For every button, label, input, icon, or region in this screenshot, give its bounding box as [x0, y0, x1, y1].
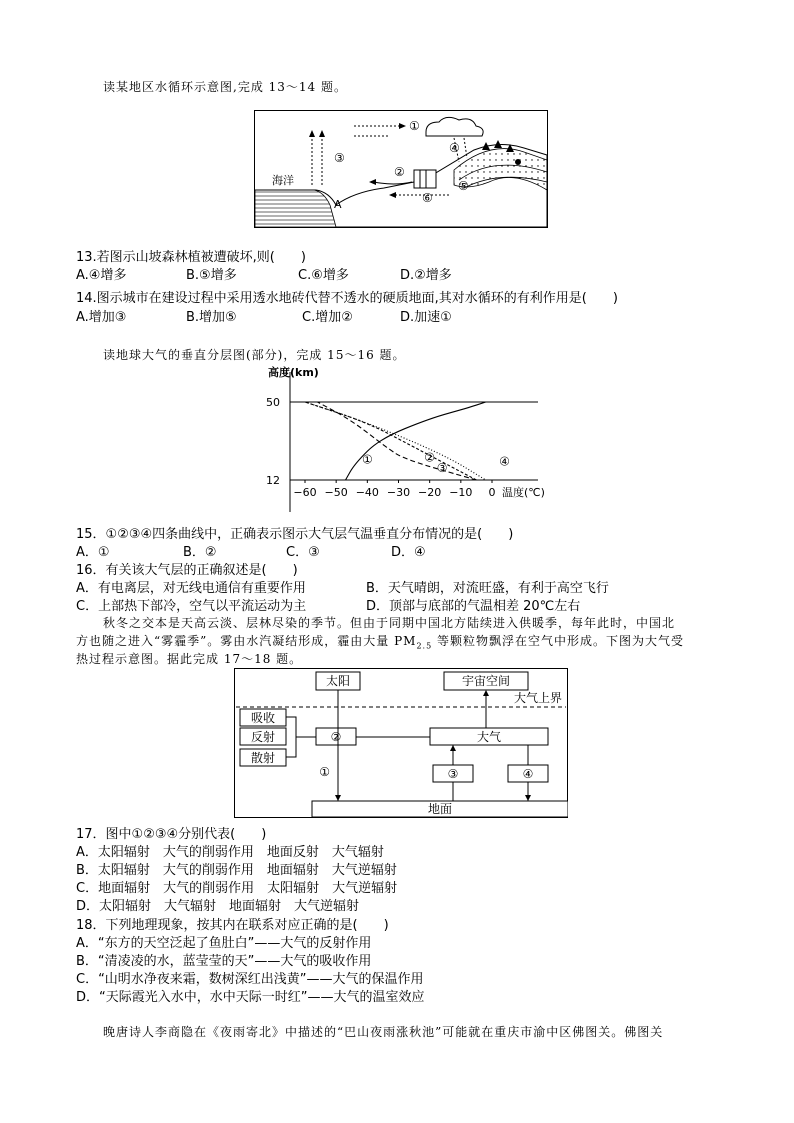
- q17-stem: 17．图中①②③④分别代表( ): [76, 827, 267, 842]
- series-line-3: [305, 402, 476, 480]
- intro-17-18-line1: 秋冬之交本是天高云淡、层林尽染的季节。但由于同期中国北方陆续进入供暖季，每年此时，中国北: [103, 616, 676, 630]
- sun-box: 太阳: [325, 674, 351, 688]
- q13-stem: 13.若图示山坡森林植被遭破坏,则( ): [76, 250, 306, 265]
- q16-option-a: A．有电离层，对无线电通信有重要作用: [76, 581, 306, 596]
- water-cycle-figure: [254, 110, 548, 228]
- label-6: ⑥: [422, 191, 433, 205]
- upper-boundary-label: 大气上界: [514, 691, 563, 705]
- atmosphere-box: 大气: [476, 730, 502, 744]
- scatter-box: 散射: [250, 751, 276, 765]
- q17-option-b: B．太阳辐射 大气的削弱作用 地面辐射 大气逆辐射: [76, 863, 397, 878]
- q14-option-d: D.加速①: [400, 310, 452, 325]
- intro-17-18-line3: 热过程示意图。据此完成 17～18 题。: [76, 652, 303, 666]
- ground-box: 地面: [427, 802, 453, 816]
- circle-4: ④: [522, 767, 534, 781]
- series-label-3: ③: [436, 460, 448, 475]
- pm-subscript: 2.5: [416, 641, 433, 651]
- space-box: 宇宙空间: [461, 674, 511, 688]
- absorb-box: 吸收: [250, 711, 276, 725]
- x-axis-label: 温度(℃): [502, 486, 545, 499]
- q13-option-a: A.④增多: [76, 268, 127, 283]
- q14-option-c: C.增加②: [302, 310, 353, 325]
- q14-option-a: A.增加③: [76, 310, 127, 325]
- q14-stem: 14.图示城市在建设过程中采用透水地砖代替不透水的硬质地面,其对水循环的有利作用是( ): [76, 291, 618, 306]
- q16-option-d: D．顶部与底部的气温相差 20℃左右: [366, 599, 581, 614]
- series-label-1: ①: [361, 452, 373, 467]
- q17-option-d: D．太阳辐射 大气辐射 地面辐射 大气逆辐射: [76, 899, 360, 914]
- label-1: ①: [409, 119, 420, 133]
- q15-option-b: B．②: [183, 545, 217, 560]
- circle-2: ②: [330, 730, 342, 744]
- intro-15-16: 读地球大气的垂直分层图(部分)，完成 15～16 题。: [103, 348, 406, 362]
- series-label-4: ④: [499, 454, 510, 469]
- q17-option-c: C．地面辐射 大气的削弱作用 太阳辐射 大气逆辐射: [76, 881, 398, 896]
- q16-stem: 16．有关该大气层的正确叙述是( ): [76, 563, 298, 578]
- reflect-box: 反射: [250, 730, 276, 744]
- q14-option-b: B.增加⑤: [186, 310, 237, 325]
- q18-option-b: B．“清凌凌的水，蓝莹莹的天”——大气的吸收作用: [76, 954, 372, 969]
- circle-3: ③: [447, 767, 459, 781]
- sea-label: 海洋: [272, 174, 294, 187]
- x-tick-label: −10: [449, 486, 473, 499]
- label-2: ②: [394, 165, 405, 179]
- q16-option-b: B．天气晴朗，对流旺盛，有利于高空飞行: [366, 581, 609, 596]
- q15-option-c: C．③: [286, 545, 320, 560]
- y-tick-label: 50: [266, 396, 280, 409]
- q13-option-c: C.⑥增多: [298, 268, 349, 283]
- x-tick-label: 0: [488, 486, 496, 499]
- atmosphere-chart: [260, 362, 570, 512]
- q18-option-a: A．“东方的天空泛起了鱼肚白”——大气的反射作用: [76, 936, 372, 951]
- label-3: ③: [334, 151, 345, 165]
- q15-stem: 15．①②③④四条曲线中，正确表示图示大气层气温垂直分布情况的是( ): [76, 527, 514, 542]
- point-a: A: [334, 198, 342, 211]
- x-tick-label: −40: [355, 486, 379, 499]
- q15-option-a: A．①: [76, 545, 110, 560]
- heating-process-diagram: [234, 668, 568, 818]
- q16-option-c: C．上部热下部冷，空气以平流运动为主: [76, 599, 307, 614]
- intro-13-14: 读某地区水循环示意图,完成 13～14 题。: [103, 80, 347, 94]
- q18-option-c: C．“山明水净夜来霜，数树深红出浅黄”——大气的保温作用: [76, 972, 424, 987]
- circle-1: ①: [319, 765, 330, 779]
- y-axis-label: 高度(km): [268, 366, 319, 379]
- x-tick-label: −50: [324, 486, 348, 499]
- q13-option-b: B.⑤增多: [186, 268, 237, 283]
- q13-option-d: D.②增多: [400, 268, 452, 283]
- q18-stem: 18．下列地理现象，按其内在联系对应正确的是( ): [76, 918, 389, 933]
- series-line-4: [305, 402, 486, 480]
- x-tick-label: −20: [418, 486, 442, 499]
- intro-line2-part-a: 方也随之进入“雾霾季”。雾由水汽凝结形成，霾由大量 PM: [76, 634, 417, 648]
- footer-intro: 晚唐诗人李商隐在《夜雨寄北》中描述的“巴山夜雨涨秋池”可能就在重庆市渝中区佛图关。佛图关: [103, 1025, 664, 1039]
- intro-line2-part-b: 等颗粒物飘浮在空气中形成。下图为大气受: [432, 634, 685, 648]
- x-tick-label: −60: [293, 486, 317, 499]
- x-tick-label: −30: [386, 486, 411, 499]
- q18-option-d: D．“天际霞光入水中，水中天际一时红”——大气的温室效应: [76, 990, 425, 1005]
- y-tick-label: 12: [266, 474, 280, 487]
- q15-option-d: D．④: [391, 545, 426, 560]
- series-line-1: [346, 402, 486, 480]
- label-4: ④: [449, 141, 460, 155]
- intro-17-18-line2: [76, 632, 684, 650]
- series-label-2: ②: [424, 450, 436, 465]
- q17-option-a: A．太阳辐射 大气的削弱作用 地面反射 大气辐射: [76, 845, 384, 860]
- label-5: ⑤: [458, 179, 469, 193]
